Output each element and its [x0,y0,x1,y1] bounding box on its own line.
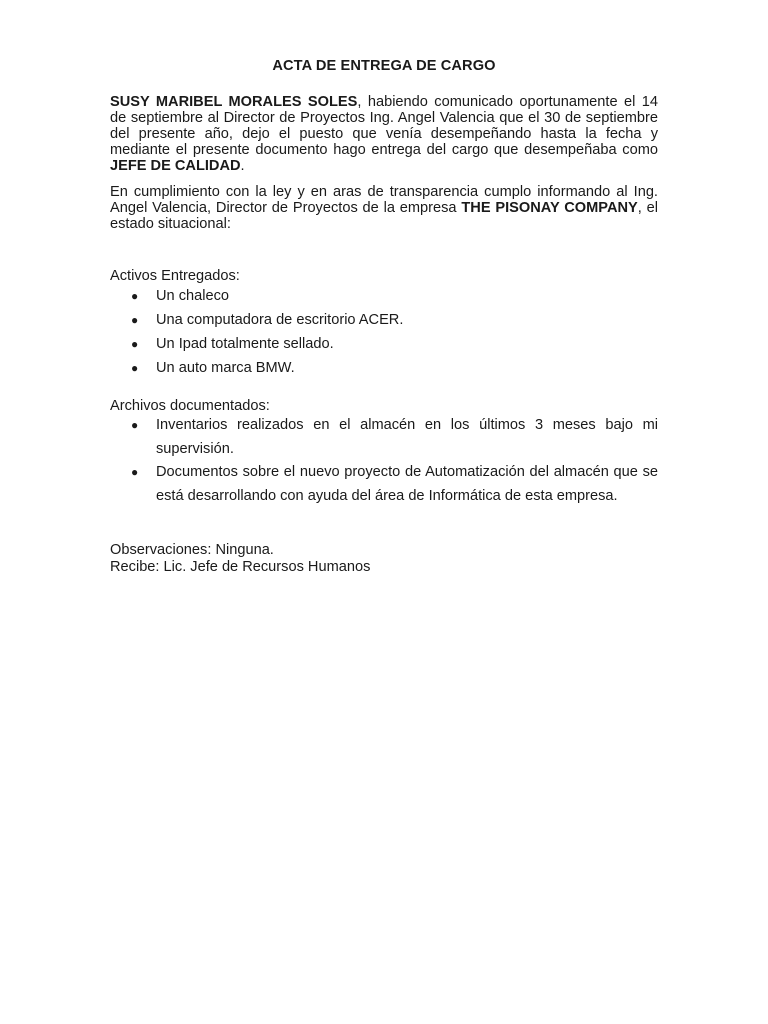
list-item-text: Un auto marca BMW. [156,360,295,376]
bullet-icon: ● [131,337,139,351]
paragraph-handover-text-b: . [240,158,245,174]
archives-label: Archivos documentados: [110,398,270,414]
paragraph-compliance-text-b: , el estado situacional: [110,200,658,232]
bullet-icon: ● [131,418,139,432]
bullet-icon: ● [131,465,139,479]
footer-block [110,542,658,576]
employee-name: SUSY MARIBEL MORALES SOLES [110,94,358,110]
position-name: JEFE DE CALIDAD [110,158,241,174]
list-item-text: Un Ipad totalmente sellado. [156,336,334,352]
company-name: THE PISONAY COMPANY [461,200,638,216]
list-item [110,332,658,356]
list-item [110,461,658,508]
bullet-icon: ● [131,313,139,327]
assets-label: Activos Entregados: [110,268,240,284]
list-item [110,284,658,308]
list-item [110,356,658,380]
list-item-text: Documentos sobre el nuevo proyecto de Automatización del almacén que se está desarrollando con ayuda del área de Informática de esta empresa. [156,464,658,504]
document-title: ACTA DE ENTREGA DE CARGO [272,58,496,74]
list-item [110,414,658,461]
bullet-icon: ● [131,289,139,303]
receiver-line: Recibe: Lic. Jefe de Recursos Humanos [110,559,371,575]
paragraph-compliance [110,184,658,232]
list-item [110,308,658,332]
assets-list [110,284,658,380]
bullet-icon: ● [131,361,139,375]
observations-line: Observaciones: Ninguna. [110,542,274,558]
paragraph-compliance-text-a: En cumplimiento con la ley y en aras de transparencia cumplo informando al Ing. Angel Valencia, Director de Proyectos de la empresa [110,184,658,216]
archives-list [110,414,658,508]
paragraph-handover [110,94,658,174]
list-item-text: Una computadora de escritorio ACER. [156,312,404,328]
paragraph-handover-text-a: , habiendo comunicado oportunamente el 14 de septiembre al Director de Proyectos Ing. Angel Valencia que el 30 de septiembre del presente año, dejo el puesto que venía desempeñando hasta la fecha y mediante el presente documento hago entrega del cargo que desempeñaba como [110,94,659,158]
list-item-text: Un chaleco [156,288,230,304]
list-item-text: Inventarios realizados en el almacén en los últimos 3 meses bajo mi supervisión. [156,417,658,457]
